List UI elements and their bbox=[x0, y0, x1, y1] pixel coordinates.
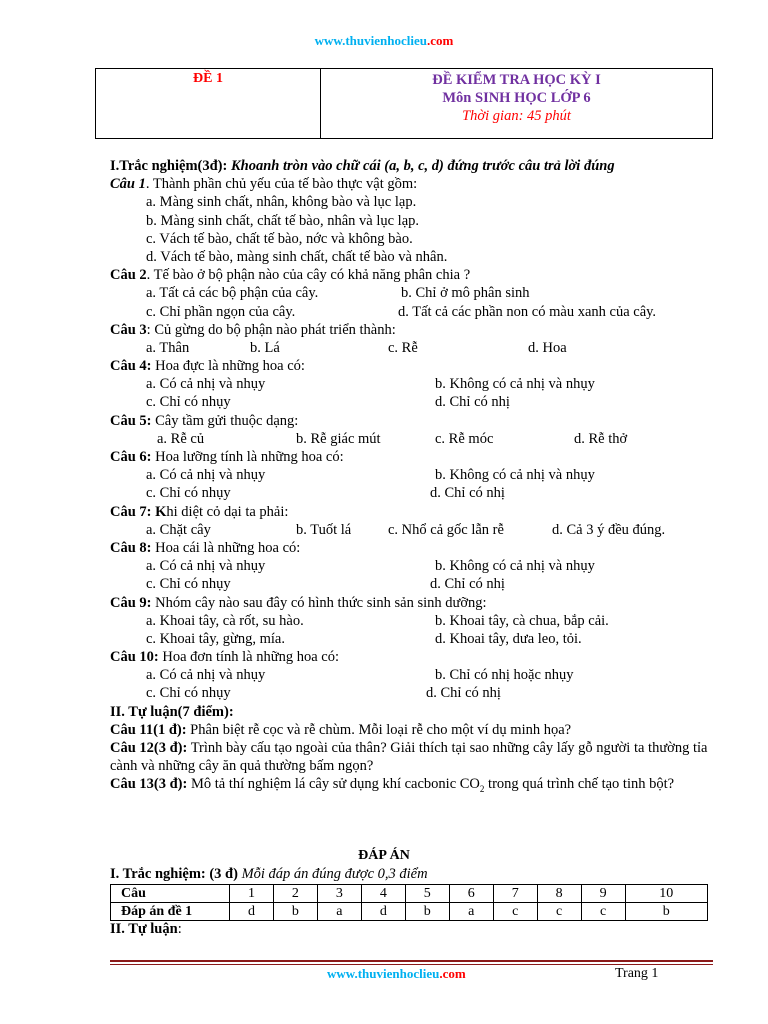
answer-number: 4 bbox=[361, 885, 405, 903]
q9-option-d: d. Khoai tây, dưa leo, tỏi. bbox=[435, 630, 582, 647]
answer-key-cell: d bbox=[361, 903, 405, 921]
q4-option-d: d. Chỉ có nhị bbox=[435, 394, 510, 411]
answer-number: 6 bbox=[449, 885, 493, 903]
question-4 bbox=[110, 357, 720, 375]
question-text: Hoa đơn tính là những hoa có: bbox=[158, 649, 339, 666]
q7-options bbox=[110, 521, 720, 539]
site-domain: .com bbox=[426, 33, 454, 48]
question-text: : Củ gừng do bộ phận nào phát triển thành: bbox=[146, 321, 396, 338]
answer-key-cell: b bbox=[405, 903, 449, 921]
q2-option-a: a. Tất cả các bộ phận của cây. bbox=[146, 285, 319, 302]
q2-option-d: d. Tất cả các phần non có màu xanh của cây. bbox=[398, 303, 657, 320]
question-label: Câu 10: bbox=[110, 649, 159, 666]
q8-options-cd bbox=[110, 575, 720, 593]
q2-options-cd bbox=[110, 303, 720, 321]
answer-subtitle-note: Mỗi đáp án đúng được 0,3 điểm bbox=[237, 866, 428, 882]
question-text-end: trong quá trình chế tạo tinh bột? bbox=[484, 776, 675, 793]
question-text: Hoa đực là những hoa có: bbox=[151, 358, 305, 375]
q7-option-a: a. Chặt cây bbox=[146, 521, 211, 538]
q5-option-c: c. Rễ móc bbox=[435, 430, 494, 447]
answer-number: 10 bbox=[625, 885, 707, 903]
exam-header-table bbox=[95, 68, 713, 139]
answer-key-cell: a bbox=[449, 903, 493, 921]
answer-section-2 bbox=[110, 921, 182, 938]
section-1-title: I.Trắc nghiệm(3đ): bbox=[110, 158, 228, 174]
question-text: Hoa lưỡng tính là những hoa có: bbox=[151, 449, 344, 465]
site-url-header[interactable] bbox=[0, 33, 768, 49]
q7-option-c: c. Nhổ cả gốc lẫn rễ bbox=[388, 521, 504, 538]
answer-key-title: ĐÁP ÁN bbox=[358, 848, 410, 863]
q2-option-c: c. Chỉ phần ngọn của cây. bbox=[146, 303, 296, 320]
question-6 bbox=[110, 448, 720, 466]
q6-option-a: a. Có cả nhị và nhụy bbox=[146, 467, 266, 484]
question-12 bbox=[110, 739, 720, 775]
question-13 bbox=[110, 775, 720, 798]
question-label: Câu 3 bbox=[110, 321, 147, 338]
q5-option-b: b. Rễ giác mút bbox=[296, 430, 381, 447]
q3-option-c: c. Rễ bbox=[388, 339, 418, 356]
footer-divider-thick bbox=[110, 960, 713, 962]
q10-option-d: d. Chỉ có nhị bbox=[426, 685, 501, 702]
q2-option-b: b. Chỉ ở mô phân sinh bbox=[401, 285, 530, 302]
answer-key-cell: d bbox=[230, 903, 274, 921]
q10-options-cd bbox=[110, 684, 720, 702]
answer-number: 7 bbox=[493, 885, 537, 903]
q6-option-b: b. Không có cả nhị và nhụy bbox=[435, 467, 595, 484]
q8-option-b: b. Không có cả nhị và nhụy bbox=[435, 558, 595, 575]
section-2-heading bbox=[110, 703, 720, 721]
q1-option-b: b. Màng sinh chất, chất tế bào, nhân và lục lạp. bbox=[146, 212, 420, 229]
q6-options-ab bbox=[110, 466, 720, 484]
question-3 bbox=[110, 321, 720, 339]
question-label: Câu 11(1 đ): bbox=[110, 721, 187, 738]
question-5 bbox=[110, 412, 720, 430]
question-label: Câu 2 bbox=[110, 267, 147, 284]
question-2 bbox=[110, 266, 720, 284]
q9-options-cd bbox=[110, 630, 720, 648]
site-name: www.thuvienhoclieu bbox=[327, 966, 440, 981]
answer-number: 3 bbox=[317, 885, 361, 903]
q9-options-ab bbox=[110, 612, 720, 630]
q10-option-c: c. Chỉ có nhụy bbox=[146, 685, 231, 702]
question-text: Cây tầm gửi thuộc dạng: bbox=[151, 412, 299, 429]
q4-option-c: c. Chỉ có nhụy bbox=[146, 394, 231, 411]
answer-number: 5 bbox=[405, 885, 449, 903]
question-text: Hoa cái là những hoa có: bbox=[151, 539, 301, 556]
question-label: Câu 4: bbox=[110, 358, 152, 375]
q10-option-b: b. Chỉ có nhị hoặc nhụy bbox=[435, 667, 574, 684]
question-9 bbox=[110, 594, 720, 612]
q1-option-d: d. Vách tế bào, màng sinh chất, chất tế bào và nhân. bbox=[146, 248, 448, 265]
q5-options bbox=[110, 430, 720, 448]
section-2-title: II. Tự luận(7 điểm): bbox=[110, 703, 234, 720]
q8-options-ab bbox=[110, 557, 720, 575]
q1-option-c: c. Vách tế bào, chất tế bào, nớc và không bào. bbox=[146, 230, 413, 247]
q3-option-b: b. Lá bbox=[250, 339, 280, 356]
exam-title: ĐỀ KIỂM TRA HỌC KỲ I bbox=[432, 72, 601, 88]
exam-content bbox=[110, 157, 720, 799]
site-domain: .com bbox=[439, 966, 466, 981]
answer-key-cell: c bbox=[537, 903, 581, 921]
answer-section-2-label: II. Tự luận bbox=[110, 921, 178, 937]
answer-key-cell: b bbox=[273, 903, 317, 921]
q3-option-d: d. Hoa bbox=[528, 339, 567, 356]
q8-option-d: d. Chỉ có nhị bbox=[430, 576, 505, 593]
answer-table-header-label: Câu bbox=[111, 885, 230, 903]
question-text: Mô tả thí nghiệm lá cây sử dụng khí cacbonic CO bbox=[187, 776, 480, 793]
exam-time: Thời gian: 45 phút bbox=[462, 108, 571, 124]
q4-option-b: b. Không có cả nhị và nhụy bbox=[435, 376, 595, 393]
question-text: Trình bày cấu tạo ngoài của thân? Giải thích tại sao những cây lấy gỗ người ta thường tỉa cành và những cây ăn quả thường bấm ngọn? bbox=[110, 740, 708, 775]
site-name: www.thuvienhoclieu bbox=[314, 33, 427, 48]
answer-key-cell: a bbox=[317, 903, 361, 921]
q10-option-a: a. Có cả nhị và nhụy bbox=[146, 667, 266, 684]
exam-code: ĐỀ 1 bbox=[96, 69, 321, 139]
answer-number: 9 bbox=[581, 885, 625, 903]
q2-options-ab bbox=[110, 284, 720, 302]
question-label: Câu 1 bbox=[110, 176, 146, 193]
question-text: Phân biệt rễ cọc và rễ chùm. Mỗi loại rễ cho một ví dụ minh họa? bbox=[186, 721, 572, 738]
q4-option-a: a. Có cả nhị và nhụy bbox=[146, 376, 266, 393]
answer-key-cell: c bbox=[493, 903, 537, 921]
question-label: Câu 7: K bbox=[110, 503, 167, 520]
answer-table-row bbox=[111, 903, 708, 921]
question-label: Câu 12(3 đ): bbox=[110, 740, 188, 756]
q9-option-a: a. Khoai tây, cà rốt, su hào. bbox=[146, 612, 304, 629]
section-1-instruction: Khoanh tròn vào chữ cái (a, b, c, d) đứng trước câu trả lời đúng bbox=[227, 158, 615, 174]
answer-number: 2 bbox=[273, 885, 317, 903]
question-text: hi diệt cỏ dại ta phải: bbox=[166, 503, 289, 520]
answer-subtitle-label: I. Trắc nghiệm: (3 đ) bbox=[110, 866, 238, 882]
q9-option-c: c. Khoai tây, gừng, mía. bbox=[146, 630, 285, 647]
q8-option-c: c. Chỉ có nhụy bbox=[146, 576, 231, 593]
question-label: Câu 5: bbox=[110, 412, 152, 429]
answer-key-cell: b bbox=[625, 903, 707, 921]
answer-key-subtitle bbox=[110, 866, 428, 883]
answer-table-key-label: Đáp án đề 1 bbox=[111, 903, 230, 921]
question-text: . Thành phần chủ yếu của tế bào thực vật gồm: bbox=[145, 176, 418, 193]
q5-option-a: a. Rễ củ bbox=[157, 430, 205, 447]
question-text: Nhóm cây nào sau đây có hình thức sinh sản sinh dưỡng: bbox=[151, 594, 487, 611]
q6-option-d: d. Chỉ có nhị bbox=[430, 485, 505, 502]
section-1-heading bbox=[110, 157, 720, 175]
answer-table bbox=[110, 884, 708, 921]
question-7 bbox=[110, 503, 720, 521]
site-url-footer[interactable] bbox=[327, 966, 466, 982]
exam-subject: Môn SINH HỌC LỚP 6 bbox=[442, 90, 591, 106]
answer-number: 8 bbox=[537, 885, 581, 903]
q1-option-a: a. Màng sinh chất, nhân, không bào và lục lạp. bbox=[146, 194, 417, 211]
q7-option-d: d. Cả 3 ý đều đúng. bbox=[552, 521, 666, 538]
q4-options-cd bbox=[110, 393, 720, 411]
q8-option-a: a. Có cả nhị và nhụy bbox=[146, 558, 266, 575]
q6-option-c: c. Chỉ có nhụy bbox=[146, 485, 231, 502]
q5-option-d: d. Rễ thở bbox=[574, 430, 628, 447]
question-label: Câu 13(3 đ): bbox=[110, 776, 188, 793]
answer-section-2-colon: : bbox=[177, 921, 182, 937]
answer-table-row bbox=[111, 885, 708, 903]
q6-options-cd bbox=[110, 484, 720, 502]
question-1 bbox=[110, 175, 720, 193]
page-number: Trang 1 bbox=[615, 966, 659, 981]
q9-option-b: b. Khoai tây, cà chua, bắp cải. bbox=[435, 612, 609, 629]
question-label: Câu 6: bbox=[110, 449, 152, 465]
exam-title-cell bbox=[321, 69, 713, 139]
question-8 bbox=[110, 539, 720, 557]
q3-option-a: a. Thân bbox=[146, 339, 190, 356]
question-label: Câu 9: bbox=[110, 594, 152, 611]
q4-options-ab bbox=[110, 375, 720, 393]
question-label: Câu 8: bbox=[110, 539, 152, 556]
answer-key-cell: c bbox=[581, 903, 625, 921]
q10-options-ab bbox=[110, 666, 720, 684]
subscript: 2 bbox=[479, 784, 485, 795]
q3-options bbox=[110, 339, 720, 357]
question-11 bbox=[110, 721, 720, 739]
answer-number: 1 bbox=[230, 885, 274, 903]
footer-divider-thin bbox=[110, 964, 713, 965]
question-text: . Tế bào ở bộ phận nào của cây có khả năng phân chia ? bbox=[146, 267, 471, 284]
q7-option-b: b. Tuốt lá bbox=[296, 521, 352, 538]
question-10 bbox=[110, 648, 720, 666]
